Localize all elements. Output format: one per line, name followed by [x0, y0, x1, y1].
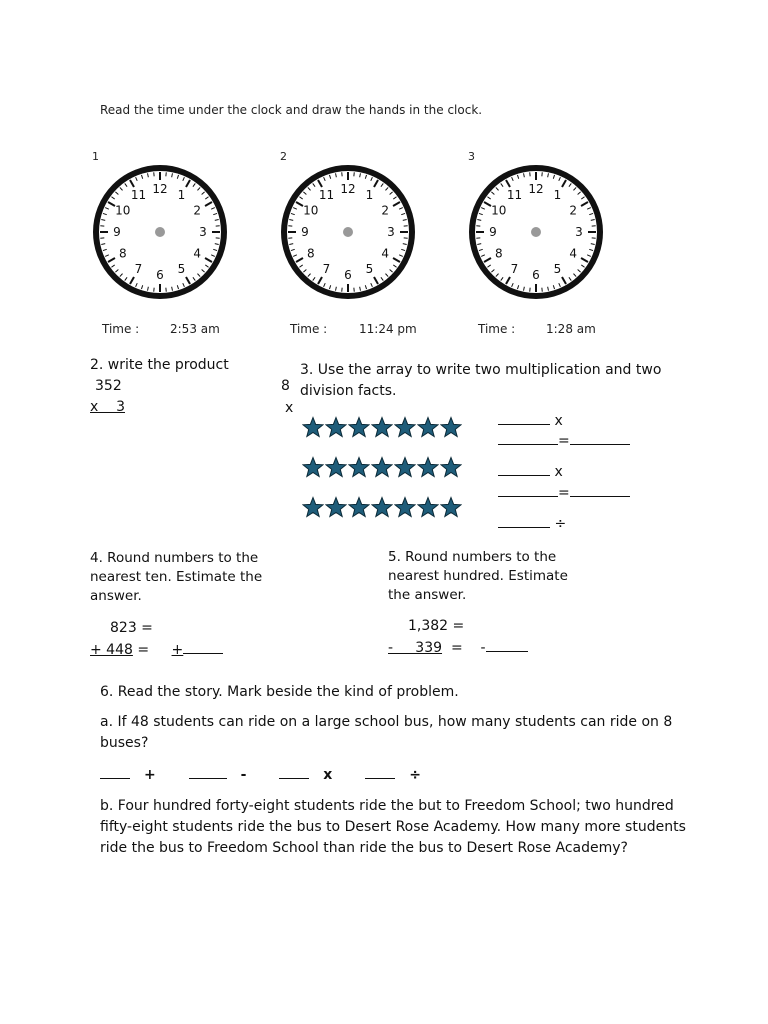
op-choice-subtract[interactable]: -	[189, 767, 261, 783]
fact-2-line-a	[498, 463, 563, 480]
q5-subtrahend: - 339	[388, 640, 443, 656]
clock-numeral: 1	[553, 187, 562, 202]
q2-overflow-sign: x	[285, 400, 294, 412]
star-icon	[417, 416, 439, 438]
clock-numeral: 12	[528, 182, 544, 196]
clock-numeral: 7	[322, 262, 331, 277]
star-icon	[325, 496, 347, 518]
clock-numeral: 4	[569, 246, 578, 261]
fact-2-line-b	[498, 484, 630, 501]
time-value-1: 2:53 am	[170, 322, 220, 336]
clock-numeral: 3	[575, 225, 583, 239]
clock-numeral: 11	[130, 187, 147, 202]
clock-face-2[interactable]	[278, 162, 418, 302]
fact-3-line-a	[498, 515, 566, 532]
star-icon	[440, 456, 462, 478]
q6-part-a: a. If 48 students can ride on a large school bus, how many students can ride on 8 buses?	[100, 714, 673, 751]
q4-title: 4. Round numbers to the nearest ten. Estimate the answer.	[90, 550, 263, 604]
q5-line1: 1,382 =	[408, 618, 465, 634]
q5-title: 5. Round numbers to the nearest hundred. Estimate the answer.	[388, 549, 568, 603]
clock-numeral: 5	[177, 262, 186, 277]
answer-blank[interactable]	[570, 484, 630, 497]
clock-numeral: 11	[506, 187, 523, 202]
q5-equals: =	[450, 640, 463, 656]
q6-operation-choices	[100, 766, 449, 783]
star-icon	[302, 456, 324, 478]
time-label-2: Time :	[290, 322, 328, 336]
clock-numeral: 12	[152, 182, 168, 196]
clock-number-3: 3	[468, 150, 475, 163]
worksheet-instruction: Read the time under the clock and draw the hands in the clock.	[100, 103, 483, 117]
star-icon	[348, 416, 370, 438]
q2-overflow-digit: 8	[281, 378, 290, 394]
clock-numeral: 10	[115, 203, 131, 218]
star-icon	[394, 416, 416, 438]
clock-numeral: 6	[156, 268, 164, 282]
q5-estimate-sign: -	[480, 640, 486, 656]
clock-numeral: 7	[134, 262, 143, 277]
clock-numeral: 5	[553, 262, 562, 277]
clock-numeral: 7	[510, 262, 519, 277]
clock-numeral: 5	[365, 262, 374, 277]
clock-numeral: 4	[381, 246, 390, 261]
q4-equals: =	[137, 642, 150, 658]
star-icon	[371, 416, 393, 438]
star-row-1	[302, 416, 462, 438]
clock-numeral: 10	[491, 203, 507, 218]
answer-blank[interactable]	[486, 639, 528, 652]
multiply-sign: x	[554, 464, 563, 480]
time-value-2: 11:24 pm	[359, 322, 417, 336]
clock-numeral: 9	[301, 225, 309, 239]
clock-numeral: 10	[303, 203, 319, 218]
star-icon	[440, 416, 462, 438]
clock-numeral: 2	[381, 203, 390, 218]
star-icon	[417, 496, 439, 518]
op-choice-multiply[interactable]: x	[279, 767, 346, 783]
q2-top-number: 352	[95, 378, 122, 394]
clock-face-3[interactable]	[466, 162, 606, 302]
clock-center-dot	[531, 227, 541, 237]
answer-blank[interactable]	[183, 641, 223, 654]
clock-numeral: 8	[118, 246, 127, 261]
clock-numeral: 3	[387, 225, 395, 239]
divide-sign: ÷	[554, 516, 567, 532]
star-icon	[302, 496, 324, 518]
clock-number-1: 1	[92, 150, 99, 163]
fact-1-line-b	[498, 432, 630, 449]
star-icon	[394, 456, 416, 478]
star-icon	[394, 496, 416, 518]
clock-numeral: 9	[113, 225, 121, 239]
clock-numeral: 8	[306, 246, 315, 261]
time-label-1: Time :	[102, 322, 140, 336]
time-value-3: 1:28 am	[546, 322, 596, 336]
answer-blank[interactable]	[498, 432, 558, 445]
clock-numeral: 4	[193, 246, 202, 261]
clock-numeral: 11	[318, 187, 335, 202]
clock-center-dot	[343, 227, 353, 237]
star-icon	[325, 416, 347, 438]
clock-numeral: 2	[569, 203, 578, 218]
clock-numeral: 2	[193, 203, 202, 218]
star-icon	[371, 496, 393, 518]
clock-numeral: 1	[177, 187, 186, 202]
time-label-3: Time :	[478, 322, 516, 336]
multiply-sign: x	[554, 413, 563, 429]
star-icon	[417, 456, 439, 478]
clock-numeral: 9	[489, 225, 497, 239]
answer-blank[interactable]	[498, 463, 550, 476]
clock-center-dot	[155, 227, 165, 237]
q4-line1: 823 =	[110, 620, 153, 636]
q4-estimate-sign: +	[171, 642, 184, 658]
equals-sign: =	[558, 485, 570, 501]
q2-title: 2. write the product	[90, 357, 229, 373]
answer-blank[interactable]	[498, 412, 550, 425]
clock-face-1[interactable]	[90, 162, 230, 302]
clock-numeral: 6	[532, 268, 540, 282]
answer-blank[interactable]	[570, 432, 630, 445]
q6-part-b: b. Four hundred forty-eight students ride the but to Freedom School; two hundred fifty-eight students ride the bus to Desert Rose Academy. How many more students ride the bus to Freedom School than ride the bus to Desert Rose Academy?	[100, 798, 686, 856]
star-icon	[302, 416, 324, 438]
clock-numeral: 12	[340, 182, 356, 196]
star-icon	[440, 496, 462, 518]
q6-title: 6. Read the story. Mark beside the kind of problem.	[100, 684, 459, 700]
clock-number-2: 2	[280, 150, 287, 163]
clock-numeral: 1	[365, 187, 374, 202]
q5-line2	[388, 639, 528, 656]
clock-numeral: 6	[344, 268, 352, 282]
equals-sign: =	[558, 433, 570, 449]
star-icon	[348, 496, 370, 518]
fact-1-line-a	[498, 412, 563, 429]
answer-blank[interactable]	[498, 484, 558, 497]
star-icon	[325, 456, 347, 478]
op-choice-add[interactable]: +	[100, 767, 170, 783]
star-icon	[348, 456, 370, 478]
clock-numeral: 3	[199, 225, 207, 239]
q2-bottom-line: x 3	[90, 399, 125, 415]
q3-title: 3. Use the array to write two multiplication and two division facts.	[300, 362, 662, 399]
star-row-2	[302, 456, 462, 478]
q4-addend: + 448	[90, 642, 133, 658]
clock-numeral: 8	[494, 246, 503, 261]
answer-blank[interactable]	[498, 515, 550, 528]
star-icon	[371, 456, 393, 478]
op-choice-divide[interactable]: ÷	[365, 767, 435, 783]
q4-line2	[90, 641, 223, 658]
star-row-3	[302, 496, 462, 518]
